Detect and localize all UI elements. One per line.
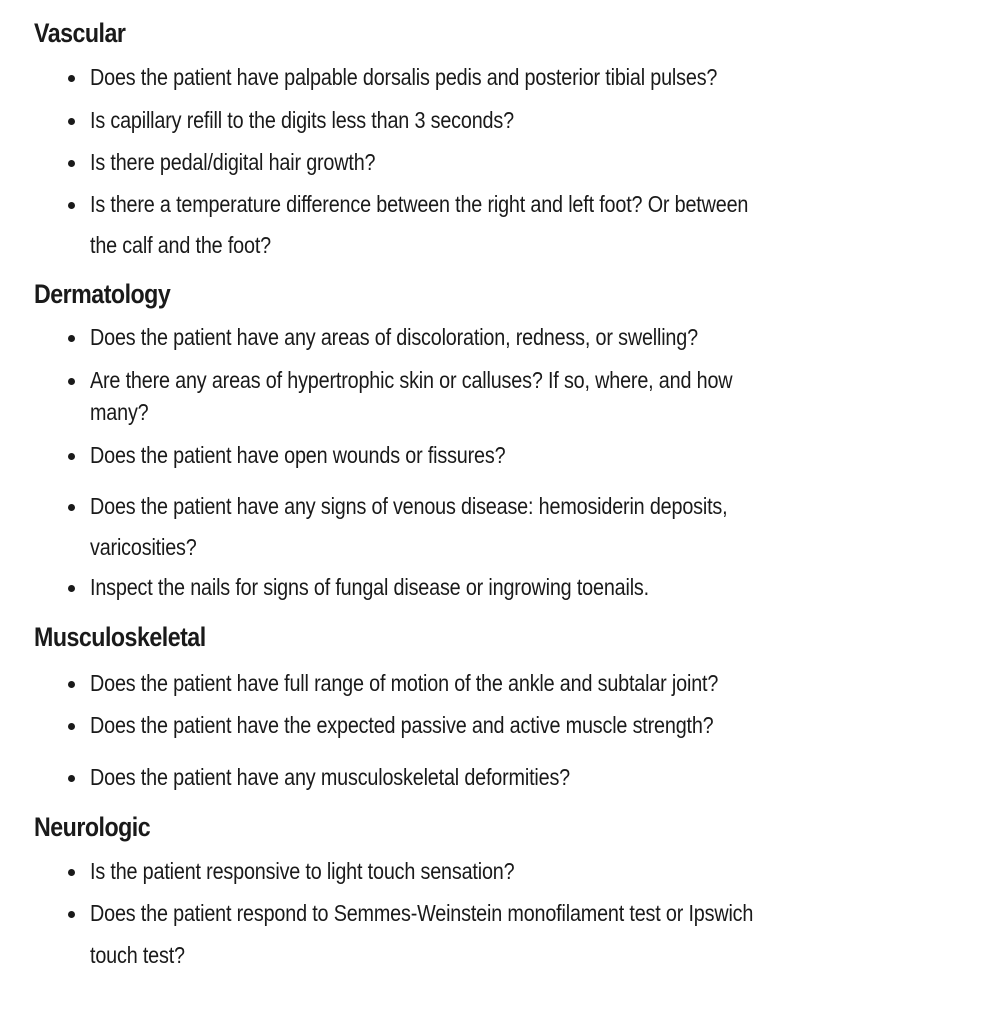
- section-heading-vascular: Vascular: [34, 18, 126, 48]
- section-heading-neurologic: Neurologic: [34, 812, 151, 842]
- item-text: Does the patient have palpable dorsalis pedis and posterior tibial pulses?: [90, 64, 718, 90]
- bullet-icon: [68, 775, 75, 782]
- item-text: Does the patient have any areas of discoloration, redness, or swelling?: [90, 324, 698, 350]
- item-text: Is there pedal/digital hair growth?: [90, 149, 376, 175]
- bullet-icon: [68, 504, 75, 511]
- bullet-icon: [68, 118, 75, 125]
- bullet-icon: [68, 681, 75, 688]
- bullet-icon: [68, 202, 75, 209]
- bullet-icon: [68, 453, 75, 460]
- item-text: Is there a temperature difference between the right and left foot? Or between: [90, 191, 749, 217]
- item-text-continued: many?: [90, 399, 149, 425]
- section-heading-musculoskeletal: Musculoskeletal: [34, 622, 206, 652]
- item-text-continued: varicosities?: [90, 534, 197, 560]
- bullet-icon: [68, 75, 75, 82]
- section-heading-dermatology: Dermatology: [34, 279, 171, 309]
- item-text: Are there any areas of hypertrophic skin or calluses? If so, where, and how: [90, 367, 733, 393]
- item-text: Inspect the nails for signs of fungal disease or ingrowing toenails.: [90, 574, 649, 600]
- bullet-icon: [68, 911, 75, 918]
- bullet-icon: [68, 723, 75, 730]
- item-text: Does the patient have the expected passive and active muscle strength?: [90, 712, 714, 738]
- item-text: Is capillary refill to the digits less than 3 seconds?: [90, 107, 514, 133]
- item-text: Does the patient have any signs of venous disease: hemosiderin deposits,: [90, 493, 728, 519]
- item-text: Does the patient respond to Semmes-Weinstein monofilament test or Ipswich: [90, 900, 754, 926]
- bullet-icon: [68, 585, 75, 592]
- item-text-continued: touch test?: [90, 942, 185, 968]
- item-text: Is the patient responsive to light touch sensation?: [90, 858, 515, 884]
- bullet-icon: [68, 335, 75, 342]
- bullet-icon: [68, 160, 75, 167]
- item-text-continued: the calf and the foot?: [90, 232, 271, 258]
- item-text: Does the patient have full range of motion of the ankle and subtalar joint?: [90, 670, 719, 696]
- bullet-icon: [68, 869, 75, 876]
- bullet-icon: [68, 378, 75, 385]
- item-text: Does the patient have open wounds or fissures?: [90, 442, 506, 468]
- item-text: Does the patient have any musculoskeletal deformities?: [90, 764, 570, 790]
